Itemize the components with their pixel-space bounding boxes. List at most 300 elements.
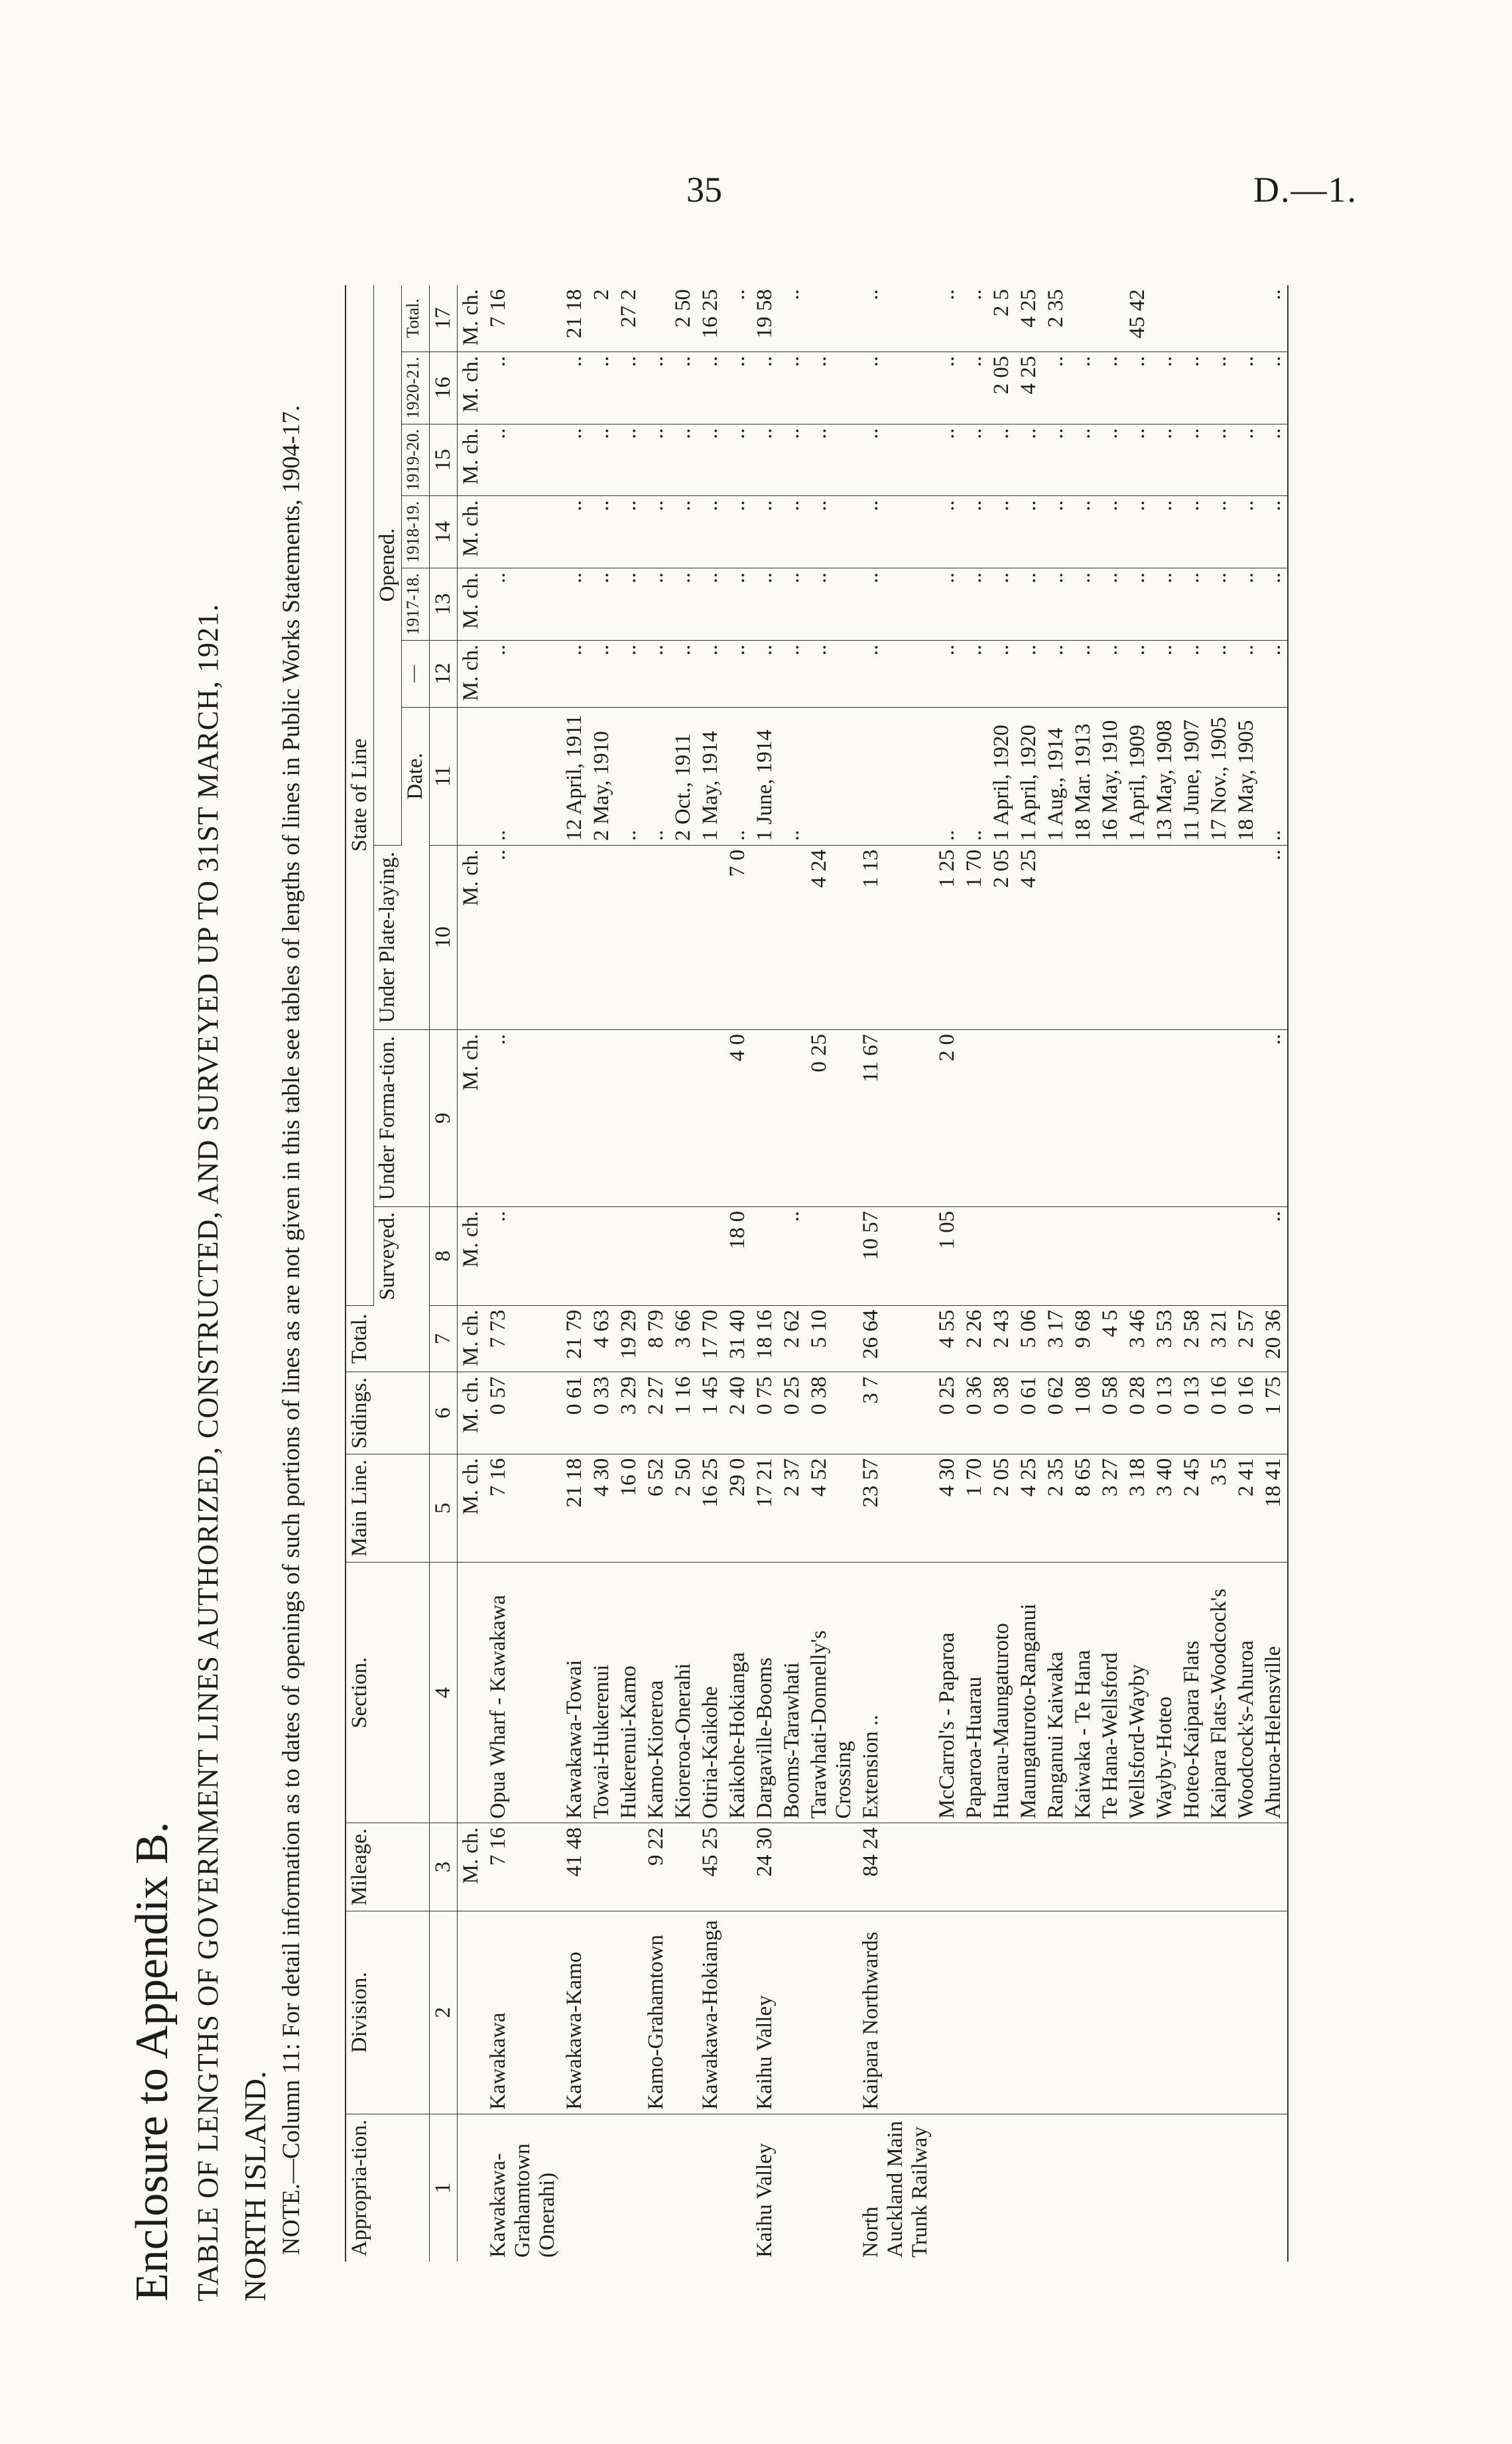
cell-under-platelaying — [643, 845, 670, 1029]
cell-main-line: 23 57 — [857, 1454, 934, 1563]
column-number: 16 — [430, 352, 458, 424]
cell-opened-dash: .. — [1124, 640, 1151, 707]
cell-division — [670, 1911, 697, 2114]
cell-opened-1919-20: .. — [643, 424, 670, 496]
header-surveyed: Surveyed. — [374, 1206, 430, 1305]
cell-opened-1920-21: .. — [724, 352, 751, 424]
cell-opened-date: 12 April, 1911 — [561, 707, 588, 845]
units-row — [458, 285, 485, 2262]
cell-division — [1178, 1911, 1206, 2114]
cell-sidings: 0 61 — [561, 1372, 588, 1454]
cell-opened-dash: .. — [1097, 640, 1124, 707]
cell-opened-total — [1178, 285, 1206, 352]
island-heading: NORTH ISLAND. — [238, 2071, 272, 2301]
cell-opened-1918-19: .. — [588, 496, 615, 568]
cell-opened-1919-20: .. — [1178, 424, 1206, 496]
cell-opened-1917-18: .. — [988, 568, 1015, 641]
cell-under-formation: 11 67 — [857, 1029, 934, 1206]
cell-opened-date: 2 Oct., 1911 — [670, 707, 697, 845]
cell-opened-1918-19: .. — [670, 496, 697, 568]
table-note: NOTE.—Column 11: For detail information as to dates of openings of such portions of lines as are not given in this table see tables of lengths of lines in Public Works Statements, 1904-17. — [278, 405, 305, 2255]
table-row — [1206, 285, 1233, 2262]
cell-main-line: 2 41 — [1233, 1454, 1260, 1563]
cell-appropriation — [1233, 2114, 1260, 2262]
cell-under-platelaying: 2 05 — [988, 845, 1015, 1029]
cell-opened-1917-18: .. — [1151, 568, 1178, 641]
cell-main-line: 6 52 — [643, 1454, 670, 1563]
cell-opened-date — [806, 707, 857, 845]
unit-label: M. ch. — [458, 1454, 485, 1563]
cell-opened-dash: .. — [561, 640, 588, 707]
table-row — [724, 285, 751, 2262]
cell-opened-1919-20: .. — [724, 424, 751, 496]
cell-opened-1919-20: .. — [934, 424, 961, 496]
cell-opened-date: .. — [1260, 707, 1288, 845]
cell-opened-1917-18: .. — [1206, 568, 1233, 641]
cell-opened-total: 2 — [588, 285, 615, 352]
cell-opened-total: .. — [961, 285, 988, 352]
cell-opened-1917-18: .. — [961, 568, 988, 641]
cell-sidings: 1 08 — [1070, 1372, 1097, 1454]
cell-total: 5 06 — [1015, 1305, 1042, 1372]
header-main-line: Main Line. — [346, 1454, 430, 1563]
header-date: Date. — [402, 707, 430, 845]
cell-main-line: 21 18 — [561, 1454, 588, 1563]
cell-division — [615, 1911, 643, 2114]
cell-opened-1917-18: .. — [1015, 568, 1042, 641]
table-row — [1015, 285, 1042, 2262]
cell-opened-dash: .. — [1260, 640, 1288, 707]
cell-surveyed: 10 57 — [857, 1206, 934, 1305]
cell-surveyed — [1206, 1206, 1233, 1305]
cell-appropriation — [1206, 2114, 1233, 2262]
cell-appropriation: Kaihu Valley — [753, 2143, 777, 2258]
cell-mileage: 24 30 — [751, 1823, 779, 1911]
cell-section: Kaikohe-Hokianga — [724, 1563, 751, 1823]
cell-opened-total: 16 25 — [697, 285, 724, 352]
cell-opened-1918-19: .. — [751, 496, 779, 568]
cell-opened-total — [1070, 285, 1097, 352]
cell-surveyed — [1070, 1206, 1097, 1305]
cell-division: Kamo-Grahamtown — [643, 1911, 670, 2114]
cell-opened-date: 1 April, 1920 — [1015, 707, 1042, 845]
cell-under-platelaying — [779, 845, 806, 1029]
cell-opened-date: .. — [615, 707, 643, 845]
cell-opened-1917-18: .. — [485, 568, 561, 641]
cell-division — [1042, 1911, 1070, 2114]
cell-appropriation — [1015, 2114, 1042, 2262]
cell-under-formation — [1206, 1029, 1233, 1206]
cell-opened-total — [1233, 285, 1260, 352]
unit-label: M. ch. — [458, 1823, 485, 1911]
column-number: 1 — [430, 2114, 458, 2262]
header-section: Section. — [346, 1563, 430, 1823]
cell-main-line: 3 27 — [1097, 1454, 1124, 1563]
cell-opened-date: .. — [961, 707, 988, 845]
cell-section: Kamo-Kioreroa — [643, 1563, 670, 1823]
cell-under-formation — [670, 1029, 697, 1206]
cell-opened-total: .. — [857, 285, 934, 352]
table-row — [1070, 285, 1097, 2262]
header-opened: Opened. — [374, 285, 402, 845]
cell-division: Kawakawa — [485, 1911, 561, 2114]
cell-main-line: 2 05 — [988, 1454, 1015, 1563]
cell-main-line: 3 5 — [1206, 1454, 1233, 1563]
cell-surveyed — [561, 1206, 588, 1305]
cell-division — [806, 1911, 857, 2114]
cell-mileage — [1206, 1823, 1233, 1911]
cell-sidings: 3 7 — [857, 1372, 934, 1454]
cell-appropriation — [1178, 2114, 1206, 2262]
cell-surveyed — [643, 1206, 670, 1305]
cell-opened-1919-20: .. — [961, 424, 988, 496]
cell-opened-1919-20: .. — [670, 424, 697, 496]
cell-surveyed — [1015, 1206, 1042, 1305]
cell-opened-1918-19: .. — [934, 496, 961, 568]
cell-surveyed — [751, 1206, 779, 1305]
cell-mileage — [1097, 1823, 1124, 1911]
cell-opened-date: 1 Aug., 1914 — [1042, 707, 1070, 845]
cell-opened-1917-18: .. — [1178, 568, 1206, 641]
cell-under-formation — [1070, 1029, 1097, 1206]
cell-division — [1151, 1911, 1178, 2114]
cell-opened-1920-21: .. — [1151, 352, 1178, 424]
cell-opened-1918-19: .. — [643, 496, 670, 568]
cell-mileage — [1260, 1823, 1288, 1911]
cell-under-formation: 4 0 — [724, 1029, 751, 1206]
cell-opened-date: .. — [779, 707, 806, 845]
cell-opened-1918-19: .. — [561, 496, 588, 568]
cell-opened-1920-21: .. — [1124, 352, 1151, 424]
cell-opened-dash: .. — [670, 640, 697, 707]
cell-total: 2 43 — [988, 1305, 1015, 1372]
cell-surveyed — [961, 1206, 988, 1305]
cell-opened-total — [806, 285, 857, 352]
cell-total: 20 36 — [1260, 1305, 1288, 1372]
cell-opened-dash: .. — [1233, 640, 1260, 707]
table-row — [857, 285, 934, 2262]
cell-opened-1918-19: .. — [1178, 496, 1206, 568]
cell-opened-1919-20: .. — [1042, 424, 1070, 496]
cell-under-platelaying: .. — [1260, 845, 1288, 1029]
cell-under-formation — [1233, 1029, 1260, 1206]
cell-opened-1917-18: .. — [1260, 568, 1288, 641]
table-row — [643, 285, 670, 2262]
header-under-platelaying: Under Plate-laying. — [374, 845, 430, 1029]
header-mileage: Mileage. — [346, 1823, 430, 1911]
cell-opened-1920-21: .. — [670, 352, 697, 424]
cell-division — [1233, 1911, 1260, 2114]
cell-opened-1920-21: .. — [1233, 352, 1260, 424]
cell-under-formation — [697, 1029, 724, 1206]
cell-under-formation — [779, 1029, 806, 1206]
cell-under-platelaying — [1042, 845, 1070, 1029]
cell-section: Wellsford-Wayby — [1124, 1563, 1151, 1823]
cell-under-formation — [1151, 1029, 1178, 1206]
table-row — [961, 285, 988, 2262]
cell-opened-dash: .. — [934, 640, 961, 707]
cell-opened-1920-21: .. — [934, 352, 961, 424]
cell-surveyed: 1 05 — [934, 1206, 961, 1305]
cell-under-platelaying — [1124, 845, 1151, 1029]
cell-opened-1918-19: .. — [1151, 496, 1178, 568]
cell-opened-1918-19 — [485, 496, 561, 568]
cell-sidings: 0 38 — [806, 1372, 857, 1454]
cell-under-platelaying: 1 13 — [857, 845, 934, 1029]
cell-section: Tarawhati-Donnelly's Crossing — [806, 1563, 857, 1823]
cell-opened-1920-21: 2 05 — [988, 352, 1015, 424]
cell-main-line: 4 52 — [806, 1454, 857, 1563]
cell-under-platelaying: 1 25 — [934, 845, 961, 1029]
header-division: Division. — [346, 1911, 430, 2114]
column-number-row — [430, 285, 458, 2262]
cell-total: 21 79 — [561, 1305, 588, 1372]
cell-surveyed — [1151, 1206, 1178, 1305]
cell-opened-1918-19: .. — [724, 496, 751, 568]
cell-surveyed — [1124, 1206, 1151, 1305]
cell-opened-date: .. — [643, 707, 670, 845]
cell-under-formation: .. — [1260, 1029, 1288, 1206]
cell-opened-1917-18: .. — [934, 568, 961, 641]
cell-main-line: 2 50 — [670, 1454, 697, 1563]
cell-opened-dash: .. — [806, 640, 857, 707]
cell-opened-1919-20: .. — [1015, 424, 1042, 496]
cell-sidings: 0 61 — [1015, 1372, 1042, 1454]
cell-surveyed — [615, 1206, 643, 1305]
cell-main-line: 3 18 — [1124, 1454, 1151, 1563]
cell-total: 2 58 — [1178, 1305, 1206, 1372]
cell-opened-date: .. — [724, 707, 751, 845]
cell-mileage — [961, 1823, 988, 1911]
unit-label — [458, 707, 485, 845]
cell-sidings: 0 16 — [1233, 1372, 1260, 1454]
cell-under-formation: .. — [485, 1029, 561, 1206]
unit-label — [458, 1911, 485, 2114]
table-row — [615, 285, 643, 2262]
cell-opened-1919-20: .. — [1206, 424, 1233, 496]
cell-appropriation: North Auckland Main Trunk Railway — [859, 2120, 932, 2258]
cell-under-formation — [1178, 1029, 1206, 1206]
cell-opened-date: .. — [934, 707, 961, 845]
cell-appropriation — [588, 2114, 615, 2262]
cell-main-line: 4 25 — [1015, 1454, 1042, 1563]
unit-label: M. ch. — [458, 352, 485, 424]
cell-main-line: 1 70 — [961, 1454, 988, 1563]
cell-opened-date: 2 May, 1910 — [588, 707, 615, 845]
cell-opened-1919-20: .. — [806, 424, 857, 496]
cell-total: 4 63 — [588, 1305, 615, 1372]
cell-opened-1920-21: .. — [697, 352, 724, 424]
cell-under-formation — [1042, 1029, 1070, 1206]
cell-under-platelaying: 4 24 — [806, 845, 857, 1029]
cell-opened-1918-19: .. — [1015, 496, 1042, 568]
cell-section: Hoteo-Kaipara Flats — [1178, 1563, 1206, 1823]
cell-sidings: 2 40 — [724, 1372, 751, 1454]
cell-sidings: 0 75 — [751, 1372, 779, 1454]
cell-opened-1920-21: .. — [561, 352, 588, 424]
cell-section: Dargaville-Booms — [751, 1563, 779, 1823]
column-number: 7 — [430, 1305, 458, 1372]
cell-opened-date: 18 Mar. 1913 — [1070, 707, 1097, 845]
cell-surveyed — [1097, 1206, 1124, 1305]
table-row — [1151, 285, 1178, 2262]
cell-under-platelaying — [561, 845, 588, 1029]
cell-section: Otiria-Kaikohe — [697, 1563, 724, 1823]
cell-sidings: 0 25 — [934, 1372, 961, 1454]
cell-opened-dash: .. — [779, 640, 806, 707]
cell-opened-1917-18: .. — [1042, 568, 1070, 641]
cell-opened-1920-21: .. — [615, 352, 643, 424]
cell-opened-1917-18: .. — [779, 568, 806, 641]
cell-section: Kaiwaka - Te Hana — [1070, 1563, 1097, 1823]
cell-opened-total: 2 50 — [670, 285, 697, 352]
cell-opened-dash: .. — [961, 640, 988, 707]
cell-total: 31 40 — [724, 1305, 751, 1372]
cell-opened-1920-21: .. — [1097, 352, 1124, 424]
cell-sidings: 0 58 — [1097, 1372, 1124, 1454]
cell-under-platelaying — [588, 845, 615, 1029]
cell-opened-date: .. — [485, 707, 561, 845]
cell-opened-1920-21: .. — [1178, 352, 1206, 424]
cell-opened-1917-18: .. — [751, 568, 779, 641]
cell-opened-total: 4 25 — [1015, 285, 1042, 352]
cell-section: Ahuroa-Helensville — [1260, 1563, 1288, 1823]
cell-opened-1917-18: .. — [697, 568, 724, 641]
cell-opened-1919-20: .. — [779, 424, 806, 496]
cell-under-platelaying — [697, 845, 724, 1029]
cell-under-formation — [751, 1029, 779, 1206]
cell-opened-1917-18: .. — [615, 568, 643, 641]
cell-mileage — [1070, 1823, 1097, 1911]
cell-appropriation — [1042, 2114, 1070, 2262]
cell-under-platelaying: .. — [485, 845, 561, 1029]
cell-opened-1918-19: .. — [1233, 496, 1260, 568]
cell-opened-1918-19: .. — [806, 496, 857, 568]
cell-under-formation — [988, 1029, 1015, 1206]
cell-opened-1920-21: .. — [643, 352, 670, 424]
cell-under-platelaying — [615, 845, 643, 1029]
cell-total: 9 68 — [1070, 1305, 1097, 1372]
cell-total: 26 64 — [857, 1305, 934, 1372]
cell-opened-1918-19: .. — [779, 496, 806, 568]
cell-under-platelaying — [1151, 845, 1178, 1029]
table-row — [779, 285, 806, 2262]
cell-division — [1260, 1911, 1288, 2114]
cell-appropriation: Kawakawa-Grahamtown (Onerahi) — [486, 2143, 559, 2258]
cell-opened-date: 1 April, 1920 — [988, 707, 1015, 845]
cell-opened-1918-19: .. — [615, 496, 643, 568]
header-1919-20: 1919-20. — [402, 424, 430, 496]
cell-main-line: 17 21 — [751, 1454, 779, 1563]
cell-opened-dash: .. — [1042, 640, 1070, 707]
cell-opened-1917-18: .. — [588, 568, 615, 641]
cell-total: 7 73 — [485, 1305, 561, 1372]
cell-opened-total: 2 35 — [1042, 285, 1070, 352]
cell-appropriation — [1097, 2114, 1124, 2262]
table-row — [934, 285, 961, 2262]
cell-mileage — [988, 1823, 1015, 1911]
cell-under-platelaying — [1233, 845, 1260, 1029]
cell-opened-date: 18 May, 1905 — [1233, 707, 1260, 845]
cell-surveyed: .. — [1260, 1206, 1288, 1305]
column-number: 15 — [430, 424, 458, 496]
table-row — [485, 285, 561, 2262]
table-row — [806, 285, 857, 2262]
cell-opened-dash: .. — [988, 640, 1015, 707]
table-row — [1097, 285, 1124, 2262]
cell-surveyed — [1233, 1206, 1260, 1305]
column-number: 13 — [430, 568, 458, 641]
cell-section: Woodcock's-Ahuroa — [1233, 1563, 1260, 1823]
header-1917-18: 1917-18. — [402, 568, 430, 641]
cell-opened-dash: .. — [1070, 640, 1097, 707]
cell-main-line: 3 40 — [1151, 1454, 1178, 1563]
cell-total: 4 5 — [1097, 1305, 1124, 1372]
cell-main-line: 7 16 — [485, 1454, 561, 1563]
cell-division — [1124, 1911, 1151, 2114]
cell-opened-dash: .. — [697, 640, 724, 707]
cell-opened-1919-20: .. — [751, 424, 779, 496]
cell-appropriation — [724, 2114, 751, 2262]
table-row — [988, 285, 1015, 2262]
cell-mileage — [1233, 1823, 1260, 1911]
header-state-of-line: State of Line — [346, 285, 374, 1305]
cell-opened-1920-21: .. — [857, 352, 934, 424]
cell-sidings: 2 27 — [643, 1372, 670, 1454]
cell-under-platelaying — [1206, 845, 1233, 1029]
table-row — [670, 285, 697, 2262]
cell-sidings: 0 62 — [1042, 1372, 1070, 1454]
unit-label: M. ch. — [458, 1206, 485, 1305]
column-number: 9 — [430, 1029, 458, 1206]
cell-opened-1917-18: .. — [724, 568, 751, 641]
column-number: 4 — [430, 1563, 458, 1823]
cell-opened-total: .. — [934, 285, 961, 352]
cell-division — [961, 1911, 988, 2114]
cell-main-line: 2 37 — [779, 1454, 806, 1563]
cell-mileage — [615, 1823, 643, 1911]
cell-sidings: 1 16 — [670, 1372, 697, 1454]
cell-opened-total — [1097, 285, 1124, 352]
cell-opened-1920-21: .. — [485, 352, 561, 424]
cell-under-platelaying: 4 25 — [1015, 845, 1042, 1029]
cell-opened-1917-18: .. — [1097, 568, 1124, 641]
cell-under-formation — [588, 1029, 615, 1206]
cell-division: Kaihu Valley — [751, 1911, 779, 2114]
cell-appropriation — [779, 2114, 806, 2262]
cell-section: Hukerenui-Kamo — [615, 1563, 643, 1823]
unit-label: M. ch. — [458, 640, 485, 707]
cell-under-platelaying — [1178, 845, 1206, 1029]
cell-main-line: 4 30 — [934, 1454, 961, 1563]
table-row — [561, 285, 588, 2262]
table-row — [1178, 285, 1206, 2262]
cell-division — [1097, 1911, 1124, 2114]
cell-surveyed — [988, 1206, 1015, 1305]
cell-opened-total: 2 5 — [988, 285, 1015, 352]
cell-opened-1918-19: .. — [1070, 496, 1097, 568]
cell-mileage — [1015, 1823, 1042, 1911]
cell-opened-dash: .. — [485, 640, 561, 707]
cell-total: 2 57 — [1233, 1305, 1260, 1372]
cell-opened-1919-20: .. — [988, 424, 1015, 496]
cell-opened-dash: .. — [1015, 640, 1042, 707]
cell-opened-date: 1 April, 1909 — [1124, 707, 1151, 845]
column-number: 12 — [430, 640, 458, 707]
cell-division — [588, 1911, 615, 2114]
cell-main-line: 8 65 — [1070, 1454, 1097, 1563]
cell-sidings: 0 33 — [588, 1372, 615, 1454]
